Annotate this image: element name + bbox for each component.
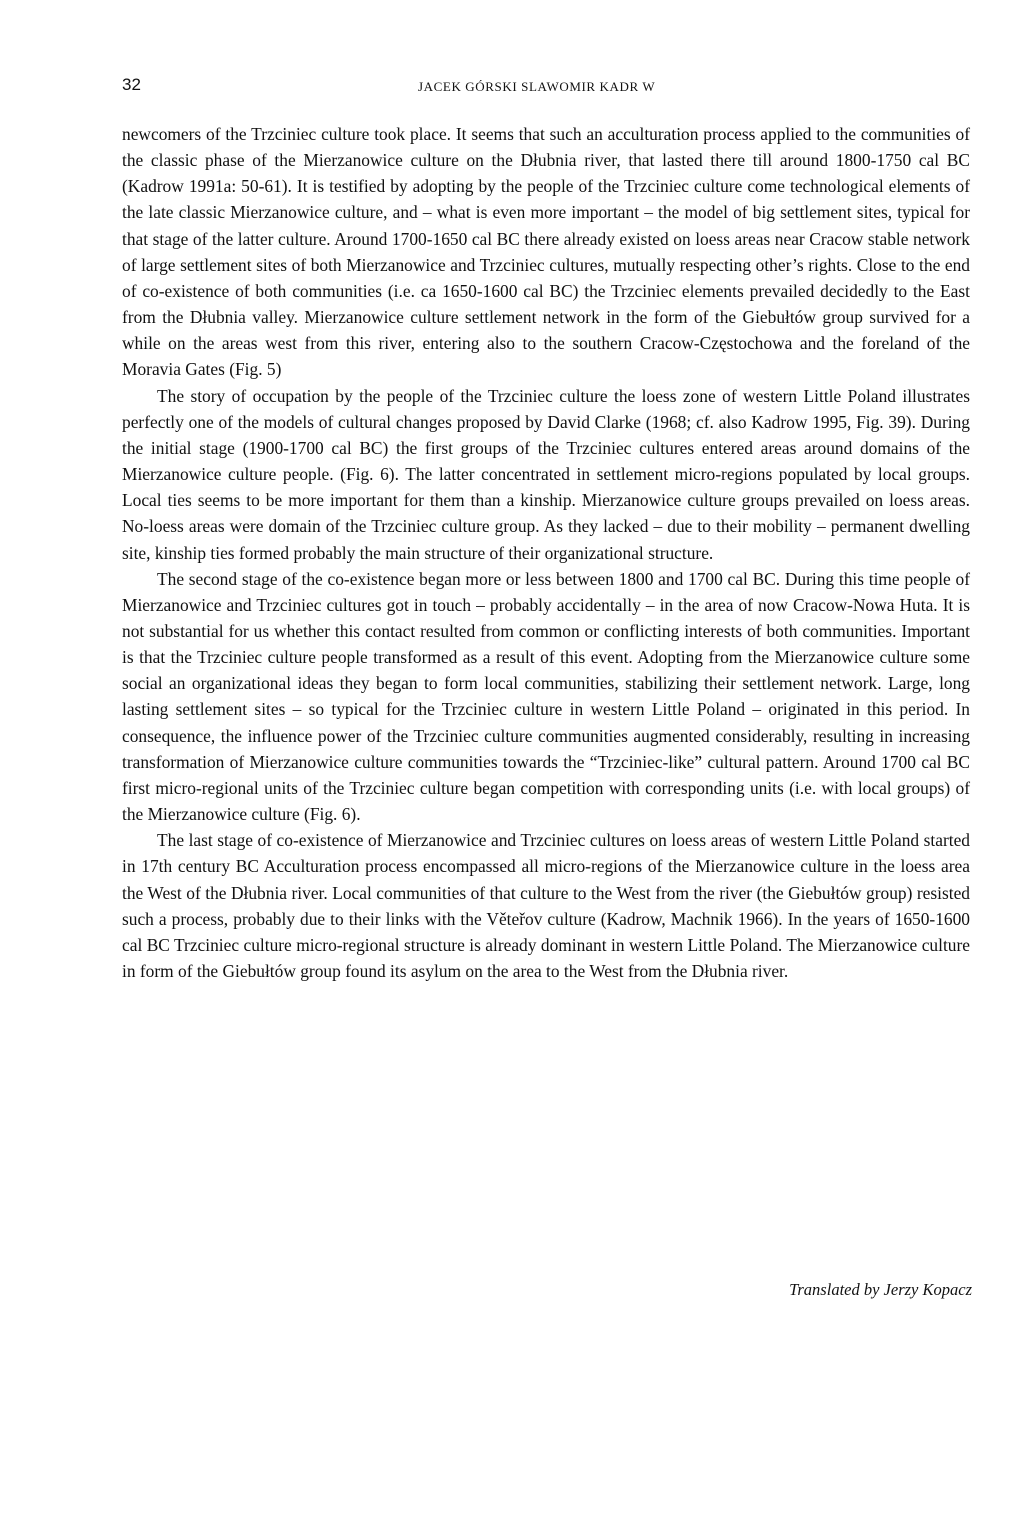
paragraph-continued: newcomers of the Trzciniec culture took place. It seems that such an acculturation process applied to the communities of the classic phase of the Mierzanowice culture on the Dłubnia river, that lasted there till around 1800-1750 cal BC (Kadrow 1991a: 50-61). It is testified by adopting by the people of the Trzciniec culture come technological elements of the late classic Mierzanowice culture, and – what is even more important – the model of big settlement sites, typical for that stage of the latter culture. Around 1700-1650 cal BC there already existed on loess areas near Cracow stable network of large settlement sites of both Mierzanowice and Trzciniec cultures, mutually respecting other’s rights. Close to the end of co-existence of both communities (i.e. ca 1650-1600 cal BC) the Trzciniec elements prevailed decidedly to the East from the Dłubnia valley. Mierzanowice culture settlement network in the form of the Giebułtów group survived for a while on the areas west from this river, entering also to the southern Cracow-Częstochowa and the foreland of the Moravia Gates (Fig. 5): [122, 124, 970, 380]
page-number: 32: [122, 75, 141, 94]
body-text: [122, 121, 970, 984]
translator-credit: Translated by Jerzy Kopacz: [789, 1280, 972, 1299]
paragraph: The last stage of co-existence of Mierzanowice and Trzciniec cultures on loess areas of western Little Poland started in 17th century BC Acculturation process encompassed all micro-regions of the Mierzanowice culture in the loess area the West of the Dłubnia river. Local communities of that culture to the West from the river (the Giebułtów group) resisted such a process, probably due to their links with the Věteřov culture (Kadrow, Machnik 1966). In the years of 1650-1600 cal BC Trzciniec culture micro-regional structure is already dominant in western Little Poland. The Mierzanowice culture in form of the Giebułtów group found its asylum on the area to the West from the Dłubnia river.: [122, 830, 970, 981]
paragraph: The second stage of the co-existence began more or less between 1800 and 1700 cal BC. During this time people of Mierzanowice and Trzciniec cultures got in touch – probably accidentally – in the area of now Cracow-Nowa Huta. It is not substantial for us whether this contact resulted from common or conflicting interests of both communities. Important is that the Trzciniec culture people transformed as a result of this event. Adopting from the Mierzanowice culture some social an organizational ideas they began to form local communities, stabilizing their settlement network. Large, long lasting settlement sites – so typical for the Trzciniec culture in western Little Poland – originated in this period. In consequence, the influence power of the Trzciniec culture communities augmented considerably, resulting in increasing transformation of Mierzanowice culture communities towards the “Trzciniec-like” cultural pattern. Around 1700 cal BC first micro-regional units of the Trzciniec culture began competition with corresponding units (i.e. with local groups) of the Mierzanowice culture (Fig. 6).: [122, 568, 970, 825]
paragraph: The story of occupation by the people of the Trzciniec culture the loess zone of western Little Poland illustrates perfectly one of the models of cultural changes proposed by David Clarke (1968; cf. also Kadrow 1995, Fig. 39). During the initial stage (1900-1700 cal BC) the first groups of the Trzciniec cultures entered areas around domains of the Mierzanowice culture people. (Fig. 6). The latter concentrated in settlement micro-regions populated by local groups. Local ties seems to be more important for them than a kinship. Mierzanowice culture groups prevailed on loess areas. No-loess areas were domain of the Trzciniec culture group. As they lacked – due to their mobility – permanent dwelling site, kinship ties formed probably the main structure of their organizational structure.: [122, 385, 970, 563]
running-title: JACEK GÓRSKI SLAWOMIR KADR W: [418, 79, 656, 94]
